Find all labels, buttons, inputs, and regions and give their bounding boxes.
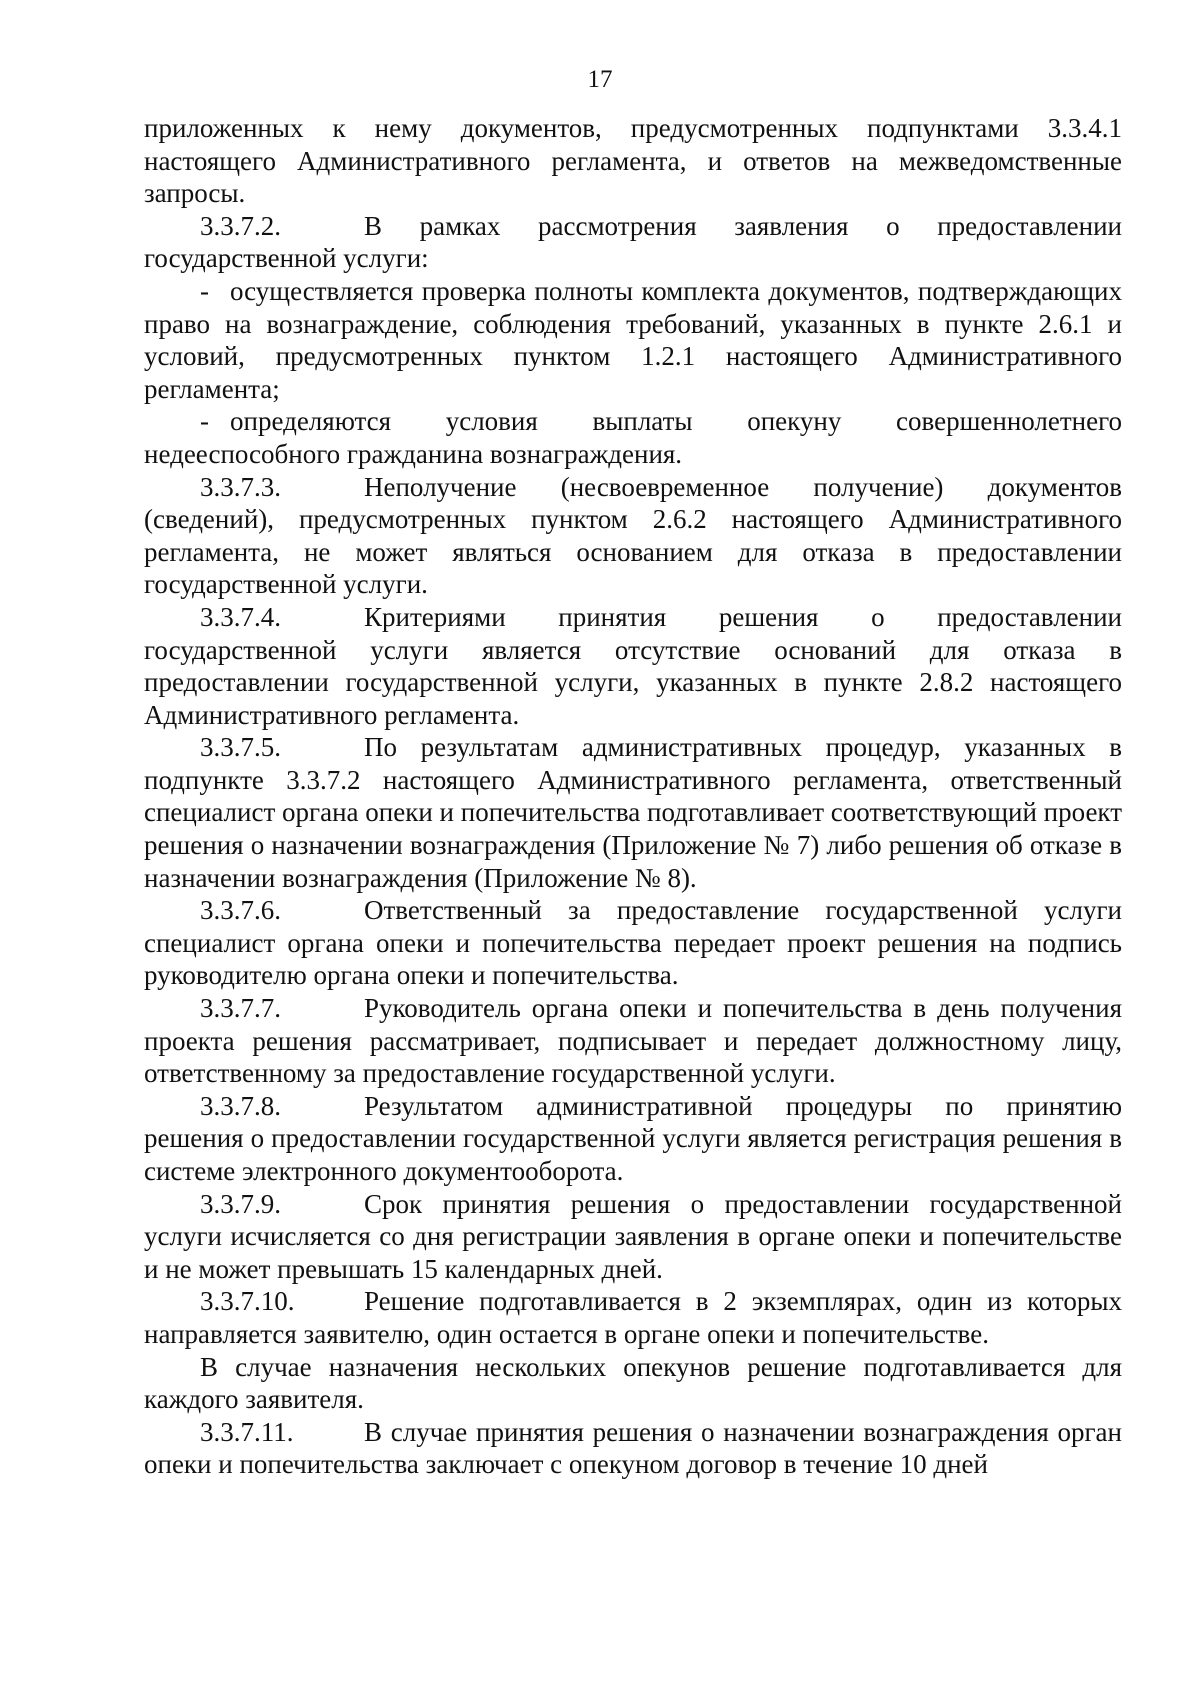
page-number: 17 [587,66,613,93]
document-body [144,112,1122,1481]
paragraph-text: Срок принятия решения о предоставлении государственной услуги исчисляется со дня регистрации заявления в органе опеки и попечительстве и не может превышать 15 календарных дней. [144,1188,1122,1284]
paragraph-continuation: В случае назначения нескольких опекунов решение подготавливается для каждого заявителя. [144,1351,1122,1415]
paragraph-text: Неполучение (несвоевременное получение) документов (сведений), предусмотренных пунктом 2.6.2 настоящего Административного регламента, не может являться основанием для отказа в предоставлении государственной услуги. [144,471,1122,600]
paragraph-3-3-7-7 [144,992,1122,1090]
paragraph-number: 3.3.7.8. [200,1090,281,1121]
paragraph-text: Критериями принятия решения о предоставлении государственной услуги является отсутствие оснований для отказа в предоставлении государственной услуги, указанных в пункте 2.8.2 настоящего Административного регламента. [144,601,1122,730]
paragraph-3-3-7-8 [144,1090,1122,1188]
paragraph-3-3-7-11 [144,1416,1122,1481]
paragraph-text: Решение подготавливается в 2 экземплярах, один из которых направляется заявителю, один остается в органе опеки и попечительстве. [144,1286,1122,1349]
paragraph-3-3-7-6 [144,894,1122,992]
intro-paragraph: приложенных к нему документов, предусмотренных подпунктами 3.3.4.1 настоящего Административного регламента, и ответов на межведомственные запросы. [144,113,1122,209]
paragraph-text: По результатам административных процедур, указанных в подпункте 3.3.7.2 настоящего Административного регламента, ответственный специалист органа опеки и попечительства подготавливает соответствующий проект решения о назначении вознаграждения (Приложение № 7) либо решения об отказе в назначении вознаграждения (Приложение № 8). [144,732,1122,893]
paragraph-3-3-7-2 [144,210,1122,275]
paragraph-text: В рамках рассмотрения заявления о предоставлении государственной услуги: [144,210,1122,274]
paragraph-number: 3.3.7.11. [200,1416,294,1447]
paragraph-3-3-7-9 [144,1188,1122,1286]
bullet-text: определяются условия выплаты опекуну совершеннолетнего недееспособного гражданина вознаграждения. [144,406,1122,469]
paragraph-number: 3.3.7.4. [200,601,281,632]
paragraph-text: Результатом административной процедуры по принятию решения о предоставлении государственной услуги является регистрация решения в системе электронного документооборота. [144,1090,1122,1186]
paragraph-number: 3.3.7.6. [200,895,281,926]
paragraph-number: 3.3.7.2. [200,210,281,241]
paragraph-3-3-7-10 [144,1285,1122,1350]
paragraph-text: В случае принятия решения о назначении вознаграждения орган опеки и попечительства заключает с опекуном договор в течение 10 дней [144,1416,1122,1480]
bullet-dash: - [200,406,209,437]
paragraph-3-3-7-4 [144,601,1122,731]
paragraph-text: Руководитель органа опеки и попечительства в день получения проекта решения рассматривает, подписывает и передает должностному лицу, ответственному за предоставление государственной услуги. [144,993,1122,1089]
bullet-text: осуществляется проверка полноты комплекта документов, подтверждающих право на вознаграждение, соблюдения требований, указанных в пункте 2.6.1 и условий, предусмотренных пунктом 1.2.1 настоящего Административного регламента; [144,275,1122,404]
paragraph-number: 3.3.7.10. [200,1286,295,1317]
paragraph-number: 3.3.7.5. [200,732,281,763]
bullet-item [144,405,1122,470]
paragraph-number: 3.3.7.3. [200,471,281,502]
paragraph-3-3-7-3 [144,471,1122,601]
paragraph-text: Ответственный за предоставление государственной услуги специалист органа опеки и попечительства передает проект решения на подпись руководителю органа опеки и попечительства. [144,895,1122,991]
paragraph-number: 3.3.7.9. [200,1188,281,1219]
bullet-dash: - [200,275,209,306]
bullet-item [144,275,1122,405]
paragraph-number: 3.3.7.7. [200,993,281,1024]
paragraph-3-3-7-5 [144,731,1122,894]
